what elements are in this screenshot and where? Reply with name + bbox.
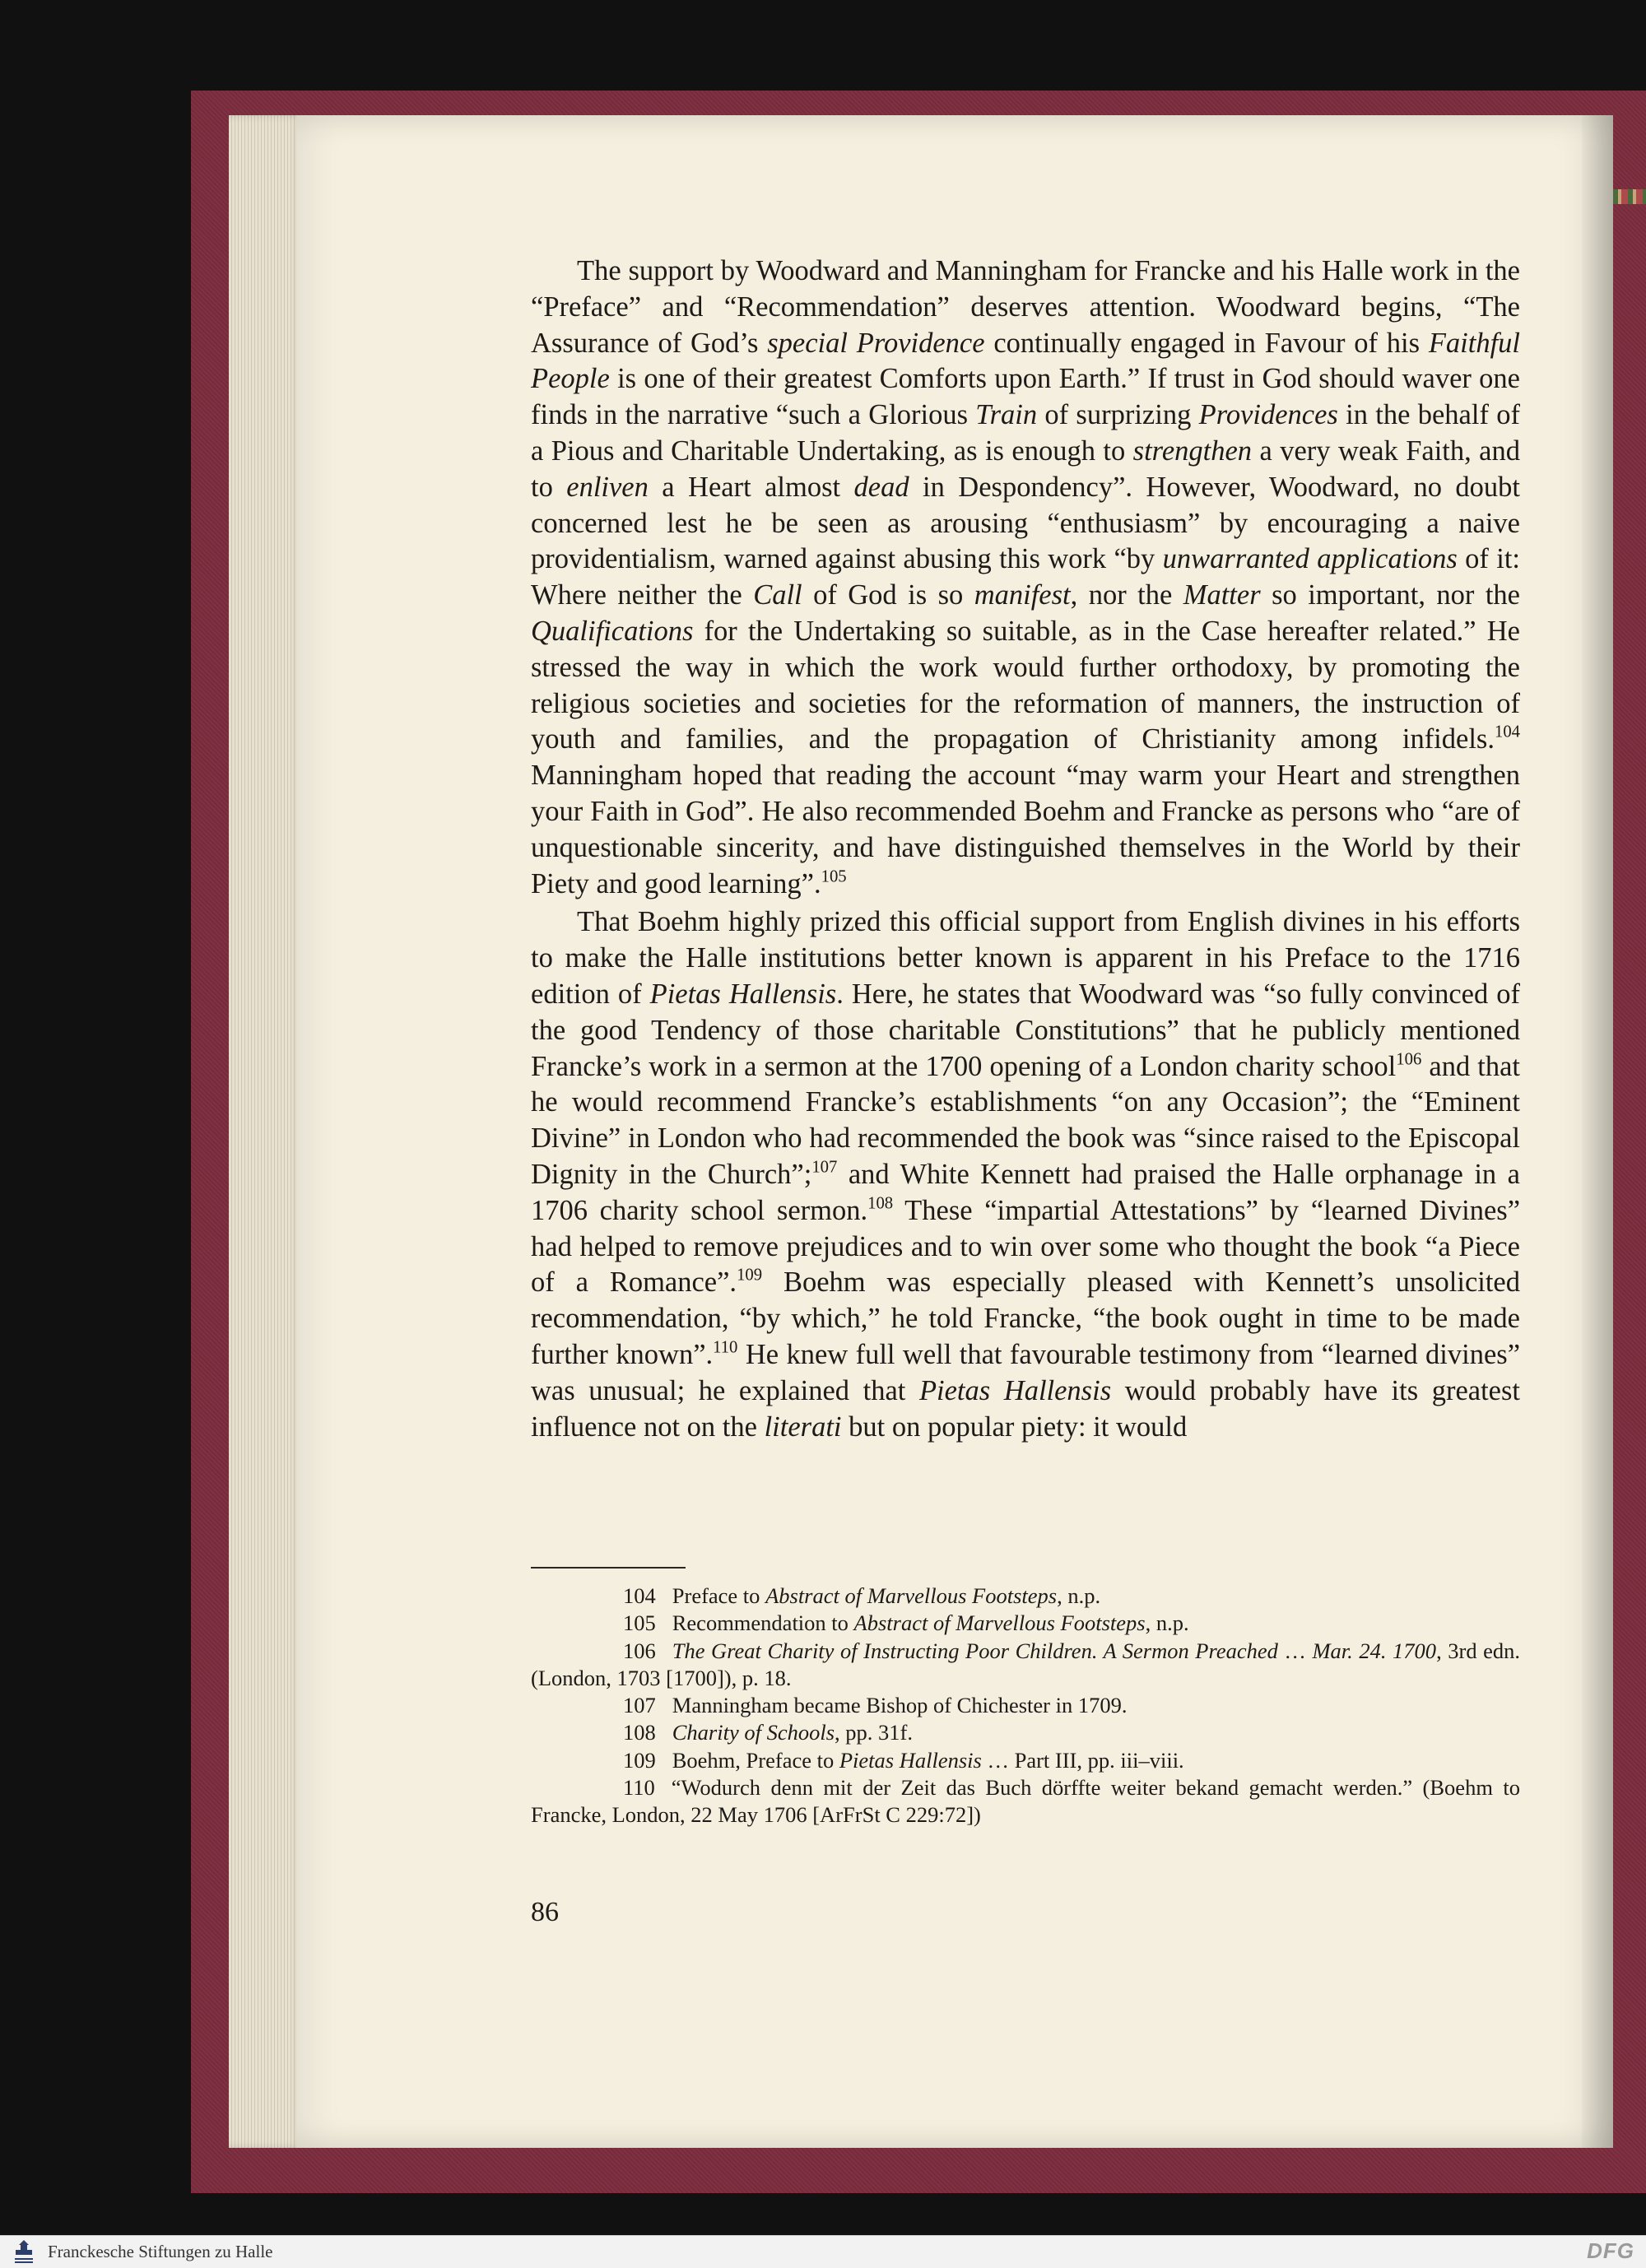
italic-text: Providences: [1198, 399, 1338, 431]
footnote-text: [531, 1638, 1520, 1690]
footnote: [531, 1747, 1520, 1774]
footnote-number: 106: [623, 1638, 656, 1663]
italic-text: enliven: [566, 471, 649, 503]
footnote-number: 105: [623, 1610, 656, 1636]
footnote-reference[interactable]: 106: [1396, 1050, 1422, 1069]
italic-text: Pietas Hallensis: [918, 1374, 1112, 1406]
footnote-text: [672, 1693, 1128, 1717]
italic-text: strengthen: [1132, 435, 1253, 467]
footnote-reference[interactable]: 105: [821, 867, 847, 886]
text-run: and White Kennett had praised the Halle orphanage in a 1706 charity school sermon.: [531, 1158, 1520, 1226]
italic-text: Train: [975, 399, 1038, 431]
italic-text: dead: [853, 471, 909, 503]
paragraph: [531, 904, 1520, 1445]
viewer-footer-bar: [0, 2235, 1646, 2268]
italic-text: literati: [764, 1411, 842, 1443]
footnote: [531, 1610, 1520, 1637]
text-run: Preface to: [672, 1583, 766, 1608]
text-run: Recommendation to: [672, 1610, 854, 1636]
italic-text: The Great Charity of Instructing Poor Children. A Sermon Preached: [672, 1638, 1278, 1663]
text-run: , nor the: [1070, 579, 1183, 611]
footnote-text: [672, 1720, 913, 1745]
text-run: The support by Woodward and Manningham for Francke and his Halle work in the “Preface” and “Recommendation” deserves attention. Woodward begins, “The Assurance of God’s: [531, 255, 1520, 359]
footnote-divider: [531, 1567, 686, 1569]
italic-text: Charity of Schools: [672, 1720, 835, 1745]
text-run: but on popular piety: it would: [841, 1411, 1188, 1443]
text-run: of surprizing: [1037, 399, 1199, 431]
footnote-reference[interactable]: 107: [811, 1158, 838, 1177]
footnote-reference[interactable]: 109: [737, 1266, 763, 1285]
footnote-text: [672, 1748, 1184, 1773]
body-text: [531, 253, 1520, 1445]
text-run: in the behalf of a Pious and Charitable Undertaking, as is enough to: [531, 399, 1520, 467]
footnote: [531, 1638, 1520, 1693]
text-run: a Heart almost: [648, 471, 854, 503]
text-run: a very weak Faith, and to: [531, 435, 1520, 503]
text-run: Boehm, Preface to: [672, 1747, 839, 1773]
text-run: and that he would recommend Francke’s establishments “on any Occasion”; the “Eminent Divine” in London who had recommended the book was “since raised to the Episcopal Dignity in the Church”;: [531, 1050, 1521, 1190]
italic-text: unwarranted applications: [1162, 543, 1458, 575]
footnote-text: [672, 1583, 1100, 1608]
text-run: Manningham became Bishop of Chichester in 1709.: [672, 1693, 1128, 1718]
text-run: Boehm was especially pleased with Kennett’s unsolicited recommendation, “by which,” he told Francke, “the book ought in time to be made further known”.: [531, 1266, 1520, 1370]
text-run: of God is so: [802, 579, 974, 611]
footnote: [531, 1719, 1520, 1746]
footnote-number: 104: [623, 1583, 656, 1608]
text-run: Manningham hoped that reading the account “may warm your Heart and strengthen your Faith in God”. He also recommended Boehm and Francke as persons who “are of unquestionable sincerity, and have distinguished themselves in the World by their Piety and good learning”.: [531, 760, 1520, 899]
footnotes: [531, 1582, 1520, 1829]
italic-text: Abstract of Marvellous Footsteps: [765, 1583, 1058, 1608]
text-run: … Part III, pp. iii–viii.: [981, 1747, 1184, 1773]
text-run: , n.p.: [1057, 1583, 1101, 1608]
page-gutter-shadow: [1582, 115, 1613, 2148]
dfg-logo[interactable]: DFG: [1587, 2238, 1634, 2263]
franckesche-stiftungen-logo-icon[interactable]: [10, 2239, 38, 2265]
text-run: continually engaged in Favour of his: [984, 327, 1429, 359]
text-run: so important, nor the: [1260, 579, 1520, 611]
text-run: “Wodurch denn mit der Zeit das Buch dörffte weiter bekand gemacht werden.” (Boehm to Francke, London, 22 May 1706 [ArFrSt C 229:72]): [531, 1775, 1520, 1828]
footnote: [531, 1692, 1520, 1719]
text-run: . Here, he states that Woodward was “so fully convinced of the good Tendency of those charitable Constitutions” that he publicly mentioned Francke’s work in a sermon at the 1700 opening of a London charity school: [531, 978, 1520, 1082]
footnote-number: 108: [623, 1720, 656, 1745]
page-edges: [229, 115, 303, 2148]
text-run: He knew full well that favourable testimony from “learned divines” was unusual; he explained that: [531, 1338, 1521, 1406]
footnote: [531, 1582, 1520, 1610]
text-run: , pp. 31f.: [835, 1720, 913, 1745]
page-number: 86: [531, 1897, 559, 1927]
footnote-text: [531, 1775, 1520, 1827]
text-run: is one of their greatest Comforts upon Earth.” If trust in God should waver one finds in the narrative “such a Glorious: [531, 363, 1520, 431]
italic-text: Qualifications: [531, 615, 694, 647]
italic-text: special Providence: [767, 327, 985, 359]
footnote-reference[interactable]: 104: [1494, 723, 1520, 741]
footnote-number: 110: [623, 1775, 655, 1801]
footnote-reference[interactable]: 108: [867, 1194, 894, 1213]
text-run: for the Undertaking so suitable, as in the Case hereafter related.” He stressed the way in which the work would further orthodoxy, by promoting the religious societies and societies for the reformation of manners, the instruction of youth and families, and the propagation of Christianity among infidels.: [531, 615, 1520, 755]
footnote: [531, 1774, 1520, 1829]
institution-label[interactable]: Franckesche Stiftungen zu Halle: [48, 2242, 273, 2261]
text-run: of it: Where neither the: [531, 543, 1521, 611]
text-run: in Despondency”. However, Woodward, no doubt concerned lest he be seen as arousing “enthusiasm” by encouraging a naive providentialism, warned against abusing this work “by: [531, 471, 1521, 575]
italic-text: manifest: [974, 579, 1071, 611]
italic-text: Pietas Hallensis: [839, 1747, 982, 1773]
italic-text: Call: [753, 579, 802, 611]
text-run: , 3rd edn. (London, 1703 [1700]), p. 18.: [531, 1638, 1521, 1690]
paragraph: [531, 253, 1520, 902]
italic-text: Faithful People: [531, 327, 1521, 395]
book-page: [296, 115, 1613, 2148]
italic-text: Pietas Hallensis: [649, 978, 837, 1010]
footnote-text: [672, 1610, 1189, 1635]
building-icon: [13, 2240, 35, 2265]
text-run: , n.p.: [1145, 1610, 1189, 1636]
italic-text: Abstract of Marvellous Footsteps: [853, 1610, 1146, 1636]
text-run: That Boehm highly prized this official support from English divines in his efforts to make the Halle institutions better known is apparent in his Preface to the 1716 edition of: [531, 906, 1520, 1010]
text-run: …: [1277, 1638, 1313, 1663]
text-run: would probably have its greatest influence not on the: [531, 1374, 1520, 1443]
italic-text: Mar. 24. 1700: [1312, 1638, 1437, 1663]
text-run: These “impartial Attestations” by “learned Divines” had helped to remove prejudices and to win over some who thought the book “a Piece of a Romance”.: [531, 1194, 1521, 1299]
italic-text: Matter: [1183, 579, 1261, 611]
footnote-reference[interactable]: 110: [713, 1338, 738, 1357]
footnote-number: 109: [623, 1747, 656, 1773]
footnote-number: 107: [623, 1693, 656, 1718]
